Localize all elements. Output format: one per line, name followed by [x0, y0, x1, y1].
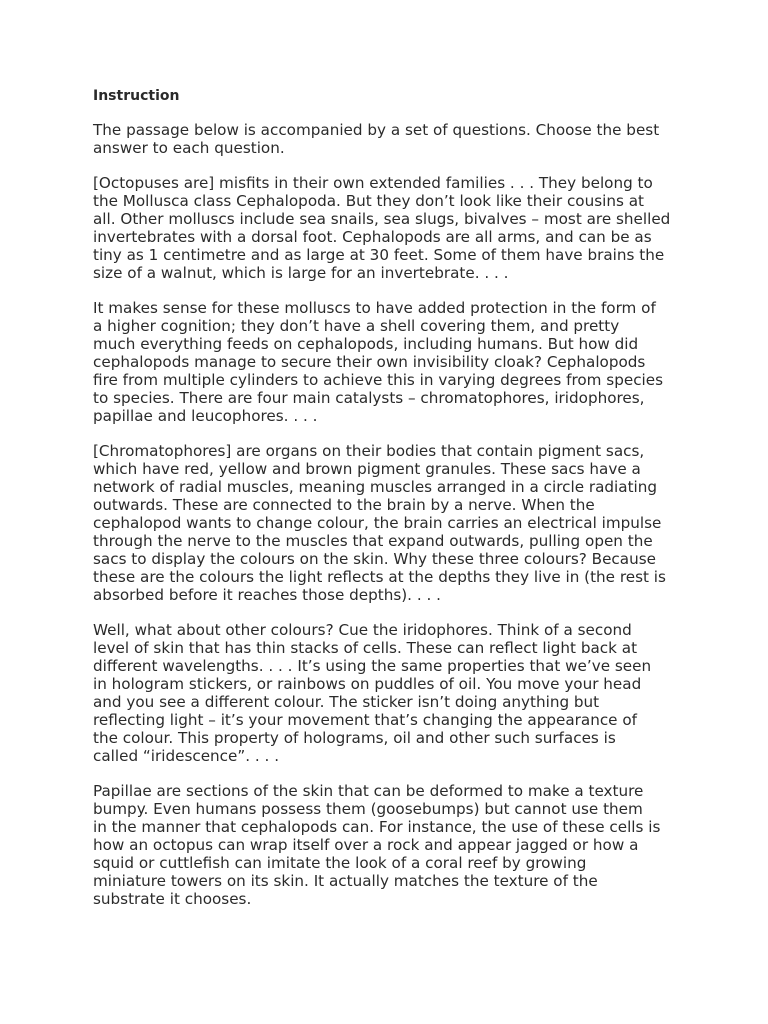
- text-line: Well, what about other colours? Cue the iridophores. Think of a second: [93, 621, 632, 639]
- text-line: outwards. These are connected to the brain by a nerve. When the: [93, 496, 595, 514]
- text-line: size of a walnut, which is large for an invertebrate. . . .: [93, 264, 509, 282]
- text-line: the Mollusca class Cephalopoda. But they don’t look like their cousins at: [93, 192, 644, 210]
- text-line: called “iridescence”. . . .: [93, 747, 280, 765]
- text-line: and you see a different colour. The sticker isn’t doing anything but: [93, 693, 600, 711]
- text-line: Papillae are sections of the skin that can be deformed to make a texture: [93, 782, 644, 800]
- text-line: a higher cognition; they don’t have a shell covering them, and pretty: [93, 317, 620, 335]
- text-line: level of skin that has thin stacks of cells. These can reflect light back at: [93, 639, 638, 657]
- paragraph-iridophores: [93, 621, 693, 765]
- text-line: The passage below is accompanied by a set of questions. Choose the best: [93, 121, 660, 139]
- text-line: these are the colours the light reflects at the depths they live in (the rest is: [93, 568, 666, 586]
- paragraph-cognition: [93, 299, 693, 425]
- text-line: bumpy. Even humans possess them (goosebumps) but cannot use them: [93, 800, 643, 818]
- text-line: fire from multiple cylinders to achieve this in varying degrees from species: [93, 371, 664, 389]
- text-line: which have red, yellow and brown pigment granules. These sacs have a: [93, 460, 641, 478]
- instruction-heading: Instruction: [93, 88, 180, 104]
- text-line: the colour. This property of holograms, oil and other such surfaces is: [93, 729, 616, 747]
- text-line: cephalopods manage to secure their own invisibility cloak? Cephalopods: [93, 353, 646, 371]
- text-line: squid or cuttlefish can imitate the look of a coral reef by growing: [93, 854, 587, 872]
- paragraph-instructions: [93, 121, 693, 157]
- text-line: network of radial muscles, meaning muscles arranged in a circle radiating: [93, 478, 658, 496]
- text-line: absorbed before it reaches those depths). . . .: [93, 586, 441, 604]
- text-line: different wavelengths. . . . It’s using the same properties that we’ve seen: [93, 657, 652, 675]
- text-line: cephalopod wants to change colour, the brain carries an electrical impulse: [93, 514, 662, 532]
- text-line: papillae and leucophores. . . .: [93, 407, 318, 425]
- text-line: much everything feeds on cephalopods, including humans. But how did: [93, 335, 639, 353]
- paragraph-papillae: [93, 782, 693, 908]
- document-page: [93, 86, 693, 925]
- text-line: [Chromatophores] are organs on their bodies that contain pigment sacs,: [93, 442, 645, 460]
- text-line: to species. There are four main catalysts – chromatophores, iridophores,: [93, 389, 645, 407]
- text-line: invertebrates with a dorsal foot. Cephalopods are all arms, and can be as: [93, 228, 652, 246]
- text-line: miniature towers on its skin. It actually matches the texture of the: [93, 872, 598, 890]
- text-line: [Octopuses are] misfits in their own extended families . . . They belong to: [93, 174, 653, 192]
- paragraph-octopus-intro: [93, 174, 693, 282]
- text-line: It makes sense for these molluscs to have added protection in the form of: [93, 299, 656, 317]
- text-line: reflecting light – it’s your movement that’s changing the appearance of: [93, 711, 637, 729]
- text-line: all. Other molluscs include sea snails, sea slugs, bivalves – most are shelled: [93, 210, 671, 228]
- text-line: substrate it chooses.: [93, 890, 252, 908]
- text-line: how an octopus can wrap itself over a rock and appear jagged or how a: [93, 836, 639, 854]
- text-line: in hologram stickers, or rainbows on puddles of oil. You move your head: [93, 675, 642, 693]
- paragraph-chromatophores: [93, 442, 693, 604]
- text-line: in the manner that cephalopods can. For instance, the use of these cells is: [93, 818, 661, 836]
- text-line: through the nerve to the muscles that expand outwards, pulling open the: [93, 532, 653, 550]
- text-line: sacs to display the colours on the skin. Why these three colours? Because: [93, 550, 656, 568]
- text-line: answer to each question.: [93, 139, 285, 157]
- text-line: tiny as 1 centimetre and as large at 30 feet. Some of them have brains the: [93, 246, 665, 264]
